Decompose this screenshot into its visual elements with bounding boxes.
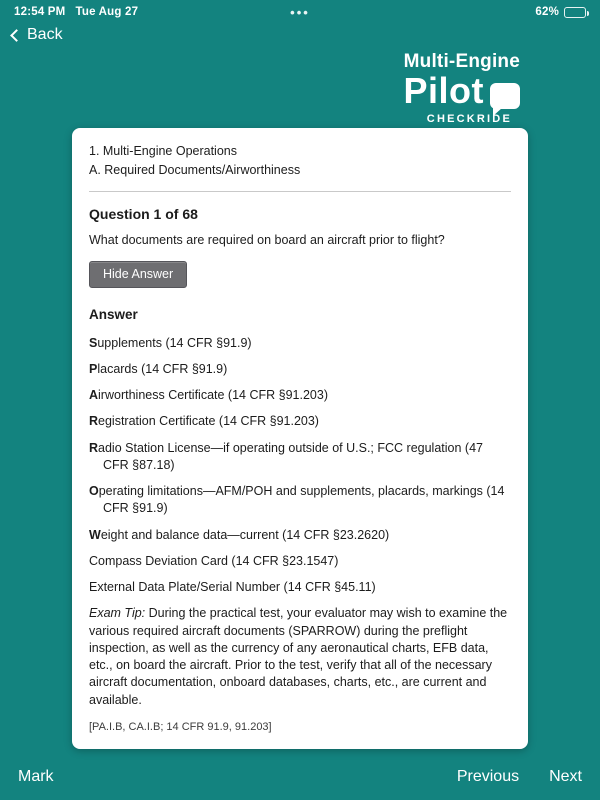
status-left (14, 6, 138, 18)
battery-icon (564, 7, 586, 18)
logo-line1: Multi-Engine (403, 51, 520, 72)
app-logo (404, 52, 521, 125)
answer-item-lead: R (89, 414, 99, 429)
next-button[interactable]: Next (549, 768, 582, 785)
hide-answer-button[interactable]: Hide Answer (89, 261, 187, 288)
battery-percent: 62% (535, 6, 559, 18)
answer-item (89, 579, 511, 596)
answer-item (89, 387, 511, 404)
back-button[interactable] (12, 26, 63, 44)
previous-button[interactable]: Previous (456, 768, 520, 785)
answer-item-lead: O (89, 484, 99, 499)
answer-item-text: Compass Deviation Card (14 CFR §23.1547) (89, 553, 339, 568)
answer-header: Answer (89, 307, 138, 323)
answer-item (89, 335, 511, 352)
status-bar (0, 0, 600, 24)
question-counter: Question 1 of 68 (89, 205, 198, 222)
answer-item-lead: R (89, 440, 99, 455)
status-right (535, 6, 586, 18)
answer-item (89, 553, 511, 570)
answer-item-lead: P (89, 361, 98, 376)
exam-tip (89, 605, 511, 709)
back-label: Back (27, 26, 63, 43)
answer-item-lead: A (89, 388, 99, 403)
answer-item (89, 361, 511, 378)
answer-item-text: perating limitations—AFM/POH and supplements, placards, markings (14 CFR §91.9) (98, 484, 505, 516)
chevron-left-icon (10, 29, 23, 42)
status-date: Tue Aug 27 (75, 6, 139, 18)
question-text: What documents are required on board an aircraft prior to flight? (89, 232, 445, 247)
status-time: 12:54 PM (14, 6, 66, 18)
answer-item-text: adio Station License—if operating outside of U.S.; FCC regulation (47 CFR §87.18) (98, 440, 483, 472)
answer-item (89, 527, 511, 544)
answer-item-text: External Data Plate/Serial Number (14 CFR §45.11) (89, 580, 376, 595)
speech-bubble-icon (490, 83, 520, 109)
bottom-toolbar (0, 754, 600, 800)
answer-item (89, 483, 511, 518)
answer-item (89, 413, 511, 430)
answer-item-lead: S (89, 335, 98, 350)
chapter-title: 1. Multi-Engine Operations (89, 144, 237, 158)
answer-item-text: irworthiness Certificate (14 CFR §91.203) (98, 388, 328, 403)
logo-line3: CHECKRIDE (426, 113, 512, 125)
mark-button[interactable]: Mark (18, 768, 54, 785)
exam-tip-label: Exam Tip: (89, 606, 146, 621)
answer-item-text: lacards (14 CFR §91.9) (97, 361, 228, 376)
answer-item-text: eight and balance data—current (14 CFR §23.2620) (100, 527, 390, 542)
section-title: A. Required Documents/Airworthiness (89, 163, 301, 178)
acs-reference: [PA.I.B, CA.I.B; 14 CFR 91.9, 91.203] (89, 720, 272, 733)
answer-item-text: egistration Certificate (14 CFR §91.203) (98, 414, 319, 429)
divider (89, 191, 511, 192)
exam-tip-text: During the practical test, your evaluator may wish to examine the various required aircraft documents (SPARROW) during the preflight inspection, as well as the currency of any aeronautical charts, EFB data, etc., on board the aircraft. Prior to the test, verify that all of the necessary aircraft documentation, onboard databases, charts, etc., are current and available. (89, 606, 508, 707)
question-card (72, 128, 528, 749)
answer-item-text: upplements (14 CFR §91.9) (97, 335, 252, 350)
multitask-handle-icon[interactable]: ••• (290, 4, 310, 20)
logo-line2: Pilot (403, 70, 484, 111)
answer-item (89, 440, 511, 475)
answer-item-lead: W (89, 527, 101, 542)
